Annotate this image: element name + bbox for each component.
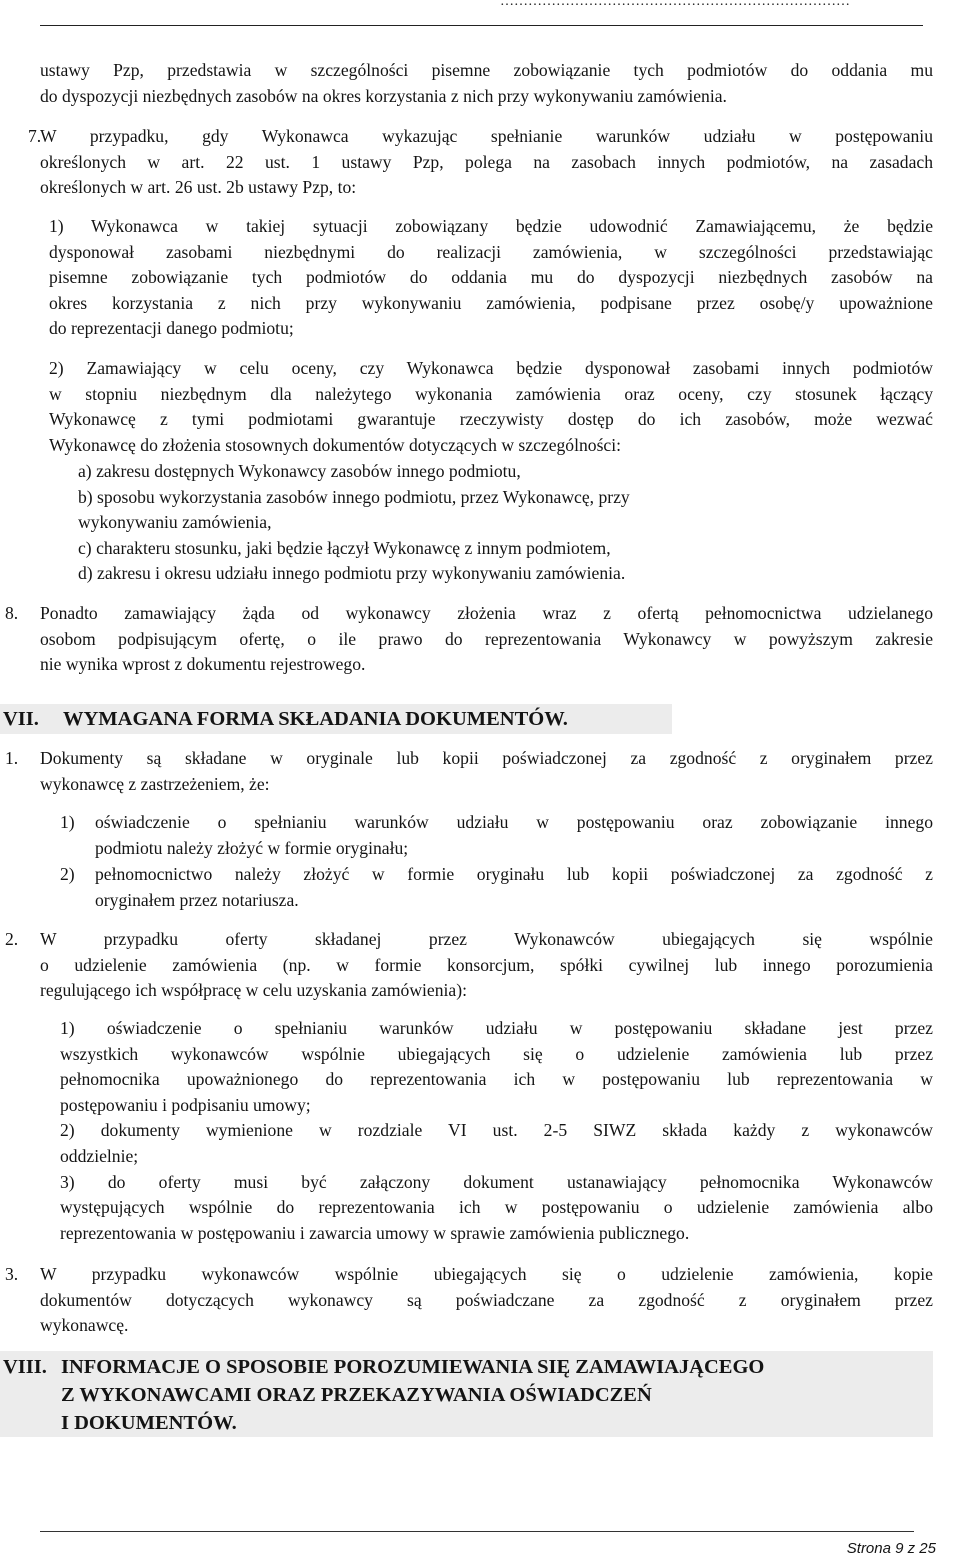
section-vii-item-1-sub-1 [60, 810, 933, 861]
text-line: 1) oświadczenie o spełnianiu warunków udziału w postępowaniu składane jest przez [60, 1018, 933, 1038]
text-line: pełnomocnictwo należy złożyć w formie oryginału lub kopii poświadczonej za zgodność z [95, 864, 933, 884]
section-heading-vii [0, 704, 672, 734]
item-number: 8. [5, 603, 19, 623]
item-7-sub-1 [49, 214, 933, 342]
text-line: 2) dokumenty wymienione w rozdziale VI ust. 2-5 SIWZ składa każdy z wykonawców [60, 1120, 933, 1141]
text-line: występujących wspólnie do reprezentowania ich w postępowaniu o udzielenie zamówienia albo [60, 1197, 933, 1218]
list-item: d) zakresu i okresu udziału innego podmiotu przy wykonywaniu zamówienia. [78, 563, 626, 584]
list-item-8 [5, 601, 933, 678]
text-line: 3) do oferty musi być załączony dokument ustanawiający pełnomocnika Wykonawców [60, 1171, 933, 1192]
text-line: do dyspozycji niezbędnych zasobów na okres korzystania z nich przy wykonywaniu zamówienia. [40, 85, 727, 106]
text-line: o udzielenie zamówienia (np. w formie konsorcjum, spółki cywilnej lub innego porozumienia [40, 954, 933, 975]
header-dots: ………………………………………………………………… [500, 0, 850, 9]
text-line: oryginałem przez notariusza. [95, 889, 299, 910]
text-line: dysponował zasobami niezbędnymi do realizacji zamówienia, w szczególności przedstawiając [49, 241, 933, 262]
text-line: W przypadku, gdy Wykonawca wykazując spełnianie warunków udziału w postępowaniu [40, 126, 933, 146]
section-title: WYMAGANA FORMA SKŁADANIA DOKUMENTÓW. [63, 708, 568, 730]
text-line: wykonawcę. [40, 1315, 129, 1336]
text-line: 1) Wykonawca w takiej sytuacji zobowiązany będzie udowodnić Zamawiającemu, że będzie [49, 216, 933, 236]
list-item: a) zakresu dostępnych Wykonawcy zasobów innego podmiotu, [78, 461, 521, 481]
footer-rule [40, 1531, 914, 1532]
section-vii-item-2-sublist [60, 1016, 933, 1246]
item-number: 1. [5, 748, 19, 768]
section-title [61, 1353, 764, 1437]
text-line: reprezentowania w postępowaniu i zawarcia umowy w sprawie zamówienia publicznego. [60, 1222, 690, 1243]
text-line: W przypadku wykonawców wspólnie ubiegających się o udzielenie zamówienia, kopie [40, 1264, 933, 1284]
section-number: VII. [3, 708, 39, 730]
title-line: Z WYKONAWCAMI ORAZ PRZEKAZYWANIA OŚWIADCZEŃ [61, 1384, 652, 1406]
text-line: W przypadku oferty składanej przez Wykonawców ubiegających się wspólnie [40, 929, 933, 949]
text-line: dokumentów dotyczących wykonawcy są poświadczane za zgodność z oryginałem przez [40, 1289, 933, 1310]
text-line: okres korzystania z nich przy wykonywaniu zamówienia, podpisane przez osobę/y upoważnione [49, 292, 933, 313]
text-line: nie wynika wprost z dokumentu rejestrowego. [40, 654, 366, 675]
list-item: wykonywaniu zamówienia, [78, 512, 272, 533]
item-number: 2) [60, 864, 75, 884]
item-7-sub-2 [49, 356, 933, 458]
text-line: oddzielnie; [60, 1145, 139, 1166]
text-line: określonych w art. 22 ust. 1 ustawy Pzp, polega na zasobach innych podmiotów, na zasadach [40, 151, 933, 172]
title-line: I DOKUMENTÓW. [61, 1412, 237, 1434]
title-line: INFORMACJE O SPOSOBIE POROZUMIEWANIA SIĘ ZAMAWIAJĄCEGO [61, 1356, 765, 1378]
text-line: w stopniu niezbędnym dla należytego wykonania zamówienia oraz oceny, czy stosunek łączący [49, 383, 933, 404]
item-number: 3. [5, 1264, 19, 1284]
section-vii-item-1-sub-2 [60, 862, 933, 913]
continuation-paragraph [40, 58, 933, 109]
item-number: 2. [5, 929, 19, 949]
item-number: 1) [60, 812, 75, 832]
section-number: VIII. [3, 1356, 47, 1378]
text-line: pisemne zobowiązanie tych podmiotów do oddania mu do dyspozycji niezbędnych zasobów na [49, 267, 933, 288]
text-line: 2) Zamawiający w celu oceny, czy Wykonawca będzie dysponował zasobami innych podmiotów [49, 358, 933, 378]
text-line: Ponadto zamawiający żąda od wykonawcy złożenia wraz z ofertą pełnomocnictwa udzielanego [40, 603, 933, 623]
text-line: ustawy Pzp, przedstawia w szczególności pisemne zobowiązanie tych podmiotów do oddania mu [40, 60, 933, 80]
section-vii-item-1 [5, 746, 933, 797]
text-line: określonych w art. 26 ust. 2b ustawy Pzp, to: [40, 177, 357, 198]
text-line: do reprezentacji danego podmiotu; [49, 318, 294, 339]
section-vii-item-3 [5, 1262, 933, 1339]
text-line: oświadczenie o spełnianiu warunków udziału w postępowaniu oraz zobowiązanie innego [95, 812, 933, 832]
text-line: podmiotu należy złożyć w formie oryginału; [95, 837, 409, 858]
text-line: osobom podpisującym ofertę, o ile prawo do reprezentowania Wykonawcy w powyższym zakresie [40, 628, 933, 649]
item-7-letter-list [78, 459, 818, 587]
item-number: 7. [28, 126, 42, 146]
page-number: Strona 9 z 25 [846, 1540, 936, 1557]
text-line: Wykonawcę z tymi podmiotami gwarantuje rzeczywisty dostęp do ich zasobów, może wezwać [49, 409, 933, 430]
list-item: b) sposobu wykorzystania zasobów innego podmiotu, przez Wykonawcę, przy [78, 486, 630, 507]
section-heading-viii [0, 1351, 933, 1437]
text-line: regulującego ich współpracę w celu uzyskania zamówienia): [40, 980, 467, 1001]
list-item-7 [28, 124, 933, 201]
text-line: pełnomocnika upoważnionego do reprezentowania ich w postępowaniu lub reprezentowania w [60, 1069, 933, 1090]
header-rule [40, 25, 923, 26]
text-line: Dokumenty są składane w oryginale lub kopii poświadczonej za zgodność z oryginałem przez [40, 748, 933, 768]
text-line: Wykonawcę do złożenia stosownych dokumentów dotyczących w szczególności: [49, 434, 622, 455]
text-line: wszystkich wykonawców wspólnie ubiegających się o udzielenie zamówienia lub przez [60, 1043, 933, 1064]
section-vii-item-2 [5, 927, 933, 1004]
text-line: wykonawcę z zastrzeżeniem, że: [40, 773, 270, 794]
text-line: postępowaniu i podpisaniu umowy; [60, 1094, 311, 1115]
list-item: c) charakteru stosunku, jaki będzie łączył Wykonawcę z innym podmiotem, [78, 537, 611, 558]
